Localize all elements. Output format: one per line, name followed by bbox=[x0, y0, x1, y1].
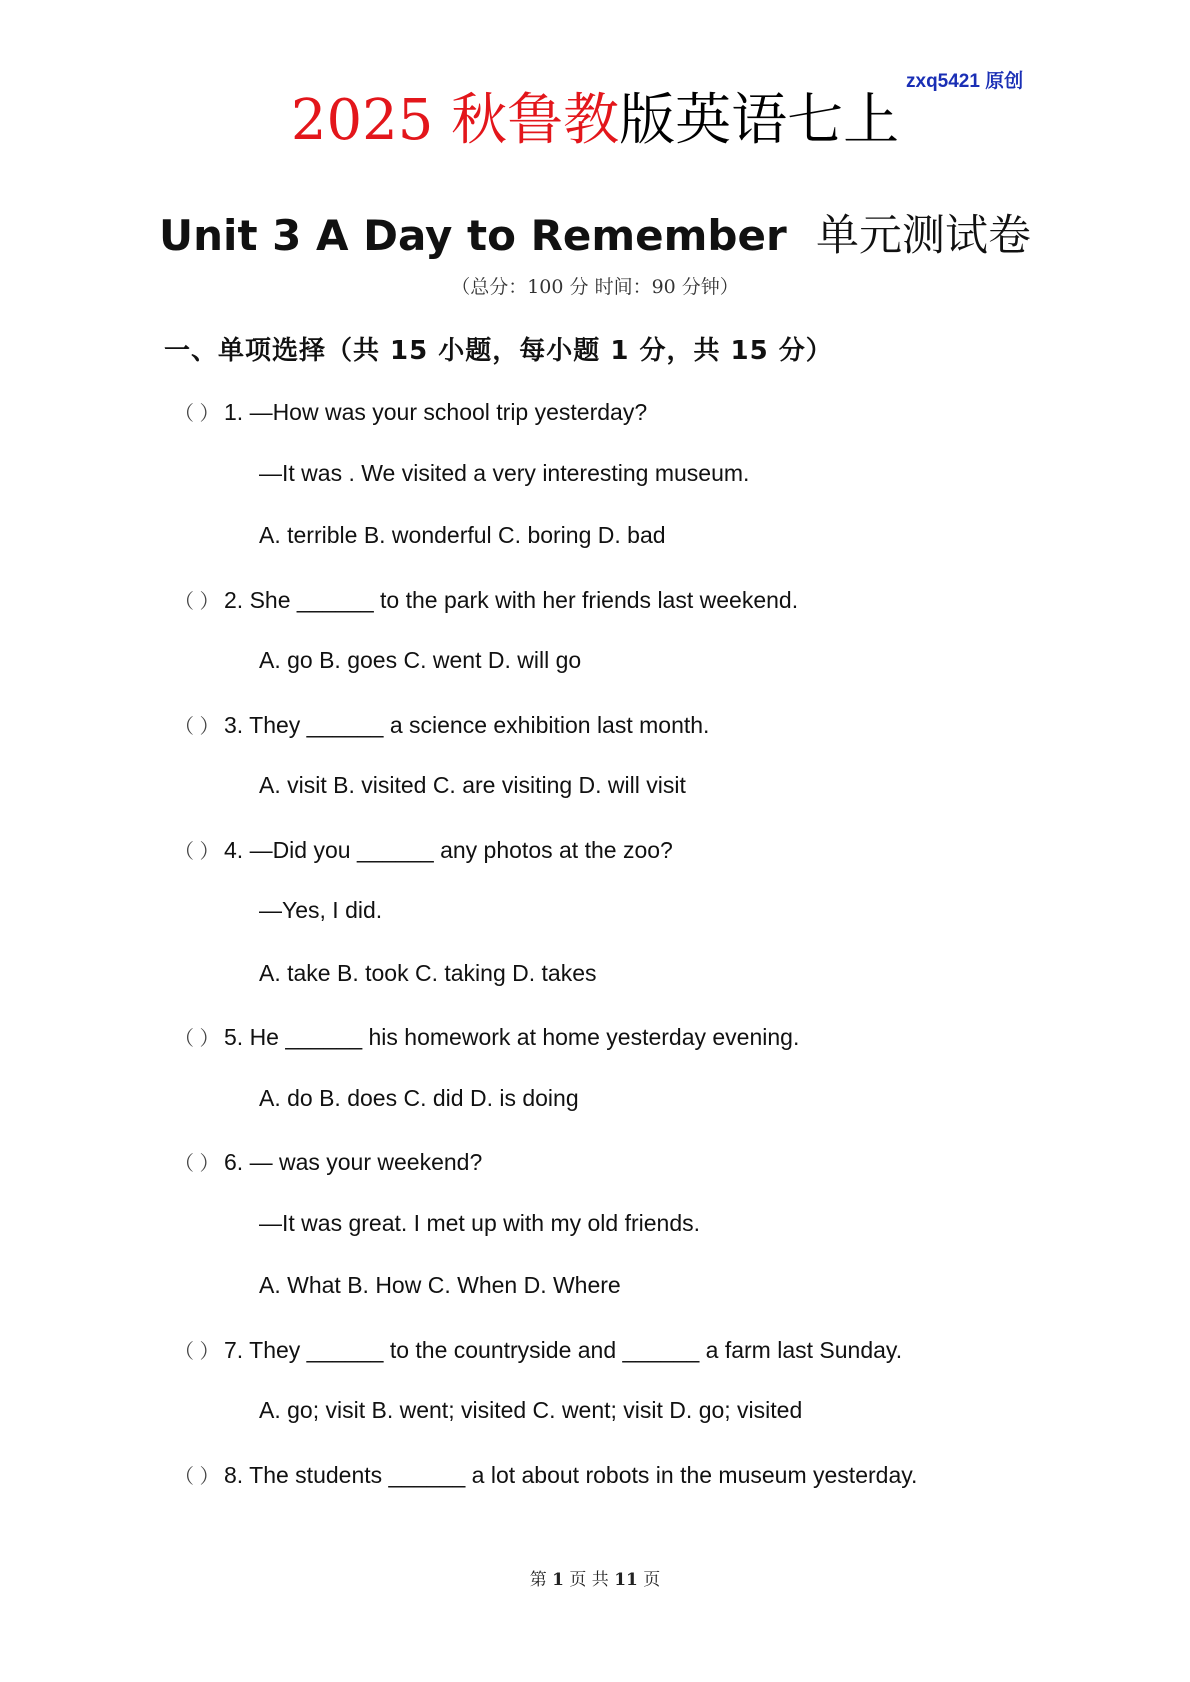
question-1 bbox=[174, 397, 647, 426]
question-2-line: A. go B. goes C. went D. will go bbox=[259, 647, 582, 673]
watermark: zxq5421 原创 bbox=[906, 71, 1024, 92]
main-title bbox=[0, 86, 1190, 156]
question-5-line: A. do B. does C. did D. is doing bbox=[259, 1084, 579, 1111]
question-stem: 2. She ______ to the park with her friends last weekend. bbox=[224, 586, 799, 613]
footer-prefix: 第 bbox=[529, 1570, 547, 1590]
unit-title-en: Unit 3 A Day to Remember bbox=[159, 211, 787, 260]
question-6-line: —It was great. I met up with my old friends. bbox=[259, 1209, 700, 1236]
answer-blank[interactable]: （ ） bbox=[174, 403, 220, 425]
question-6 bbox=[174, 1147, 482, 1176]
footer-page-number: 1 bbox=[552, 1570, 564, 1590]
question-2 bbox=[174, 585, 798, 614]
question-5 bbox=[174, 1022, 799, 1051]
answer-blank[interactable]: （ ） bbox=[174, 1340, 220, 1363]
page-footer bbox=[0, 1565, 1190, 1590]
answer-blank[interactable]: （ ） bbox=[174, 840, 220, 863]
answer-blank[interactable]: （ ） bbox=[174, 1028, 220, 1050]
question-stem: 3. They ______ a science exhibition last month. bbox=[224, 711, 710, 738]
question-1-line: A. terrible B. wonderful C. boring D. bad bbox=[259, 522, 666, 548]
question-4-line: A. take B. took C. taking D. takes bbox=[259, 959, 597, 986]
question-stem: 1. —How was your school trip yesterday? bbox=[224, 399, 648, 425]
answer-blank[interactable]: （ ） bbox=[174, 1153, 220, 1175]
unit-title bbox=[0, 208, 1190, 264]
answer-blank[interactable]: （ ） bbox=[174, 1465, 220, 1488]
question-stem: 6. — was your weekend? bbox=[224, 1149, 483, 1175]
footer-suffix: 页 bbox=[643, 1570, 661, 1590]
answer-blank[interactable]: （ ） bbox=[174, 590, 220, 613]
question-6-line: A. What B. How C. When D. Where bbox=[259, 1272, 621, 1298]
question-7 bbox=[174, 1335, 902, 1364]
footer-mid: 页 共 bbox=[569, 1570, 609, 1590]
question-3 bbox=[174, 710, 709, 739]
question-7-line: A. go; visit B. went; visited C. went; visit D. go; visited bbox=[259, 1397, 803, 1423]
question-stem: 4. —Did you ______ any photos at the zoo? bbox=[224, 836, 673, 863]
unit-title-cn: 单元测试卷 bbox=[815, 211, 1031, 261]
section-heading: 一、单项选择（共 15 小题，每小题 1 分，共 15 分） bbox=[164, 336, 833, 366]
footer-page-total: 11 bbox=[614, 1570, 638, 1590]
question-8 bbox=[174, 1460, 917, 1489]
question-stem: 7. They ______ to the countryside and ______ a farm last Sunday. bbox=[224, 1336, 903, 1363]
question-4 bbox=[174, 835, 673, 864]
question-4-line: —Yes, I did. bbox=[259, 897, 383, 923]
score-info: （总分：100 分 时间：90 分钟） bbox=[451, 276, 739, 298]
main-title-black: 版英语七上 bbox=[619, 88, 900, 153]
question-3-line: A. visit B. visited C. are visiting D. will visit bbox=[259, 772, 686, 798]
question-stem: 8. The students ______ a lot about robots in the museum yesterday. bbox=[224, 1461, 918, 1488]
answer-blank[interactable]: （ ） bbox=[174, 715, 220, 738]
question-1-line: —It was . We visited a very interesting museum. bbox=[259, 459, 750, 486]
main-title-red: 2025 秋鲁教 bbox=[290, 88, 620, 153]
question-stem: 5. He ______ his homework at home yesterday evening. bbox=[224, 1024, 800, 1050]
